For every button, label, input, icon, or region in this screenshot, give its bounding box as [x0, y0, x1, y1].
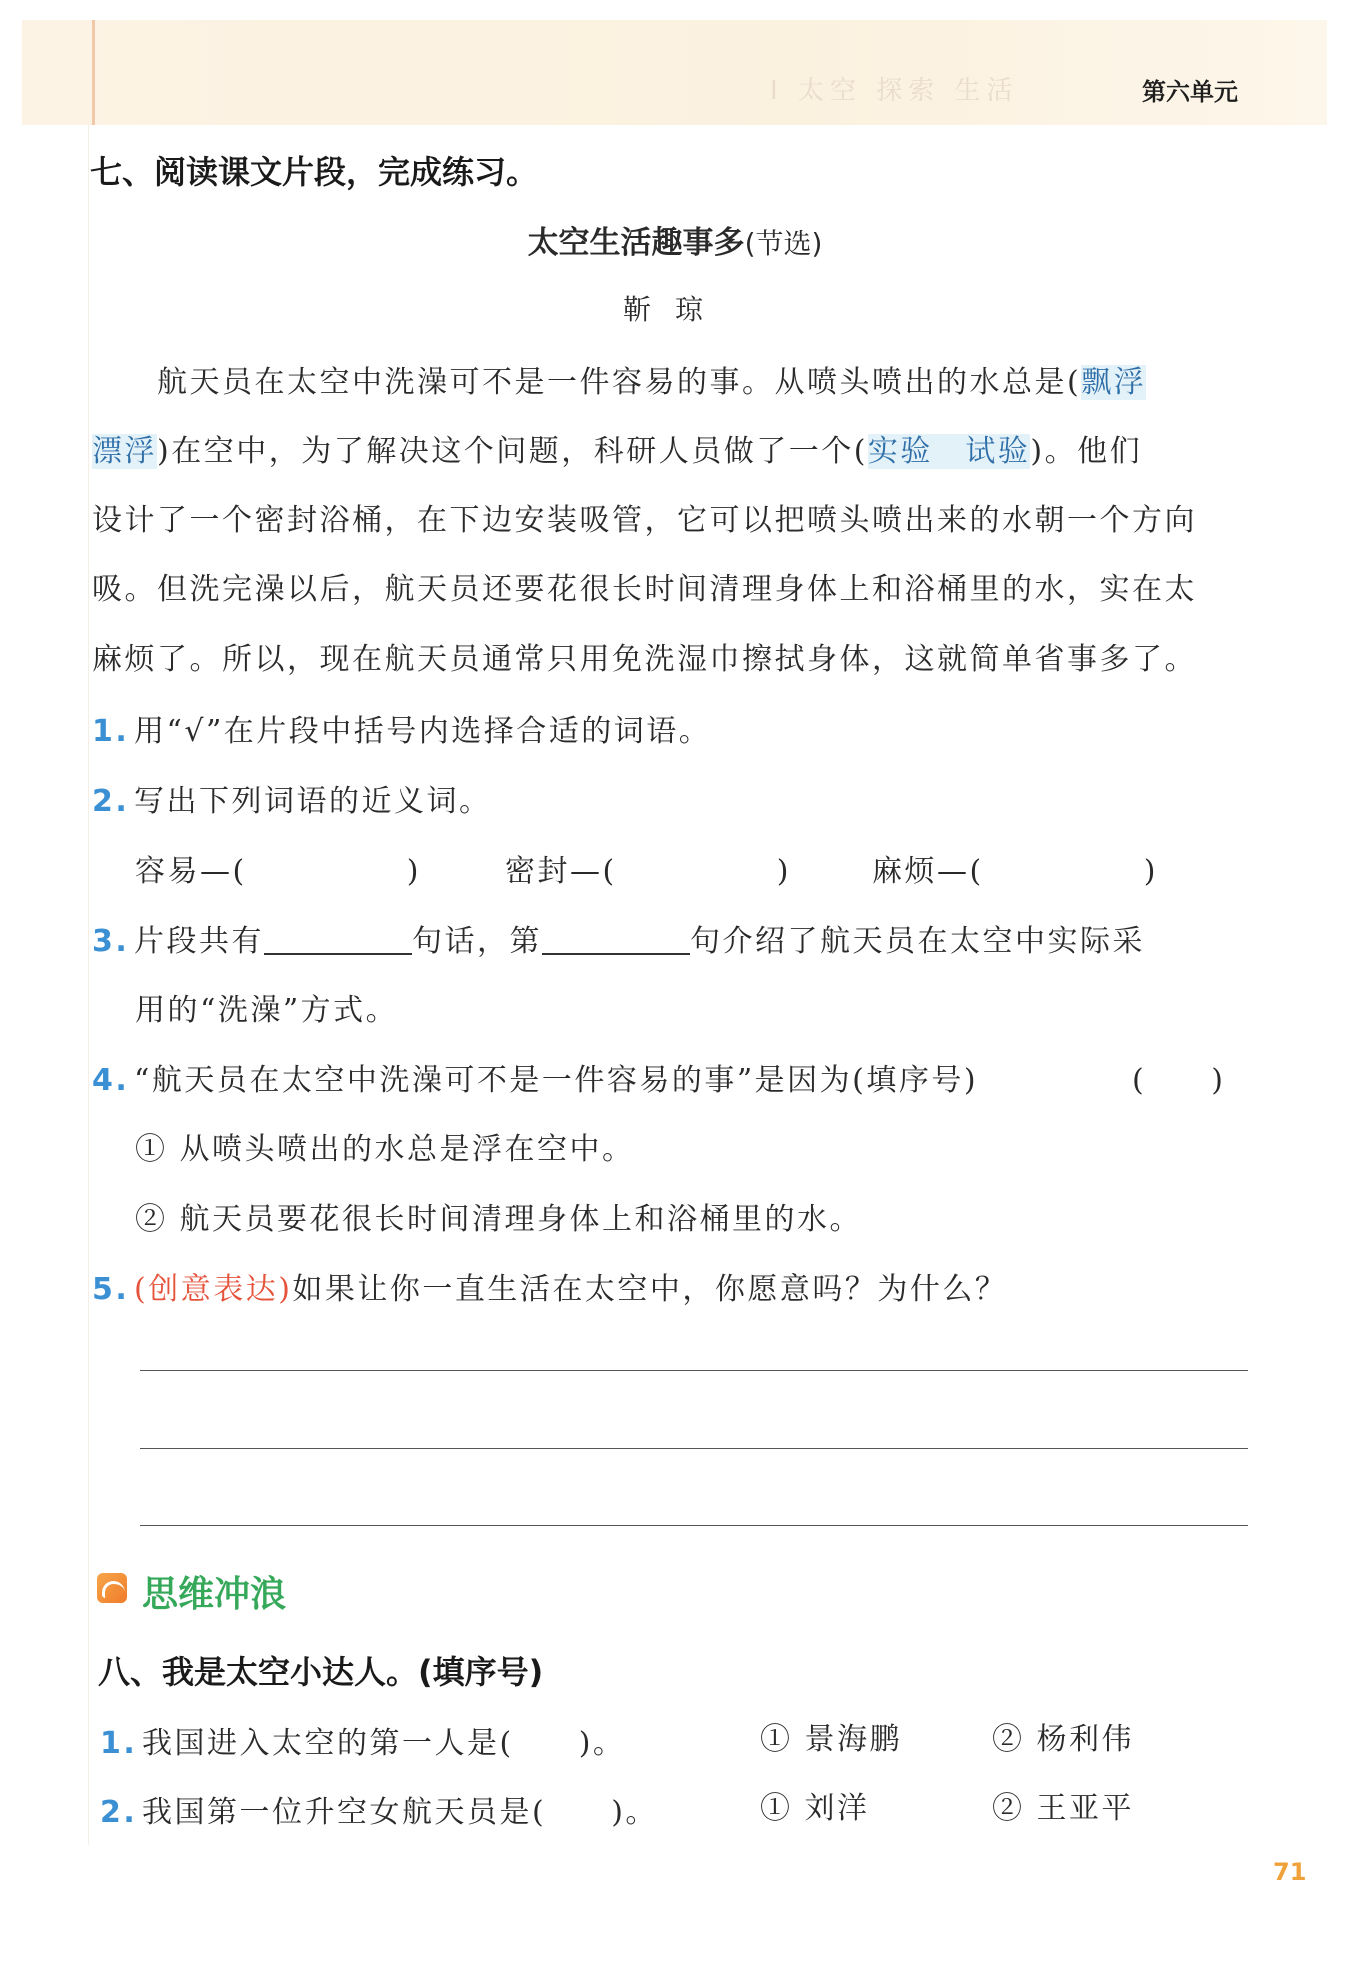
section-8-q1-option-1: ① 景海鹏 — [760, 1722, 903, 1757]
section-8-q1-option-2: ② 杨利伟 — [992, 1722, 1135, 1757]
creative-expression-tag: (创意表达) — [134, 1272, 293, 1307]
question-text: 句介绍了航天员在太空中实际采 — [690, 924, 1145, 959]
question-5 — [92, 1264, 1007, 1308]
section-8-question-2 — [100, 1787, 658, 1831]
question-2 — [92, 776, 492, 820]
passage-line-1 — [92, 357, 1146, 401]
question-number: 2. — [100, 1795, 138, 1830]
paren-close: ) — [406, 854, 421, 889]
question-text: 句话，第 — [412, 924, 542, 959]
passage-title — [0, 217, 1350, 262]
synonym-2[interactable] — [505, 846, 791, 890]
word-choice-piaofu-2[interactable]: 漂浮 — [92, 434, 157, 469]
synonym-word: 容易—( — [135, 854, 247, 889]
synonym-3[interactable] — [872, 846, 1158, 890]
question-text: 片段共有 — [134, 924, 264, 959]
question-4-answer-box[interactable]: ( ) — [1132, 1063, 1226, 1098]
word-choice-shiyan[interactable]: 实验 试验 — [867, 434, 1031, 469]
section-8-question-1 — [100, 1718, 625, 1762]
section-8-heading: 八、我是太空小达人。(填序号) — [98, 1653, 544, 1691]
question-3-cont: 用的“洗澡”方式。 — [135, 993, 399, 1028]
passage-title-text: 太空生活趣事多 — [527, 225, 745, 261]
answer-line-2[interactable] — [140, 1448, 1248, 1449]
answer-line-3[interactable] — [140, 1525, 1248, 1526]
question-1 — [92, 706, 711, 750]
margin-line — [88, 125, 89, 1845]
question-number: 1. — [100, 1726, 138, 1761]
synonym-word: 密封—( — [505, 854, 617, 889]
question-4-option-1: ① 从喷头喷出的水总是浮在空中。 — [135, 1132, 635, 1167]
section-8-q2-option-1: ① 刘洋 — [760, 1791, 870, 1826]
question-number: 2. — [92, 784, 130, 819]
question-number: 1. — [92, 714, 130, 749]
passage-line-5: 麻烦了。所以，现在航天员通常只用免洗湿巾擦拭身体，这就简单省事多了。 — [92, 642, 1197, 677]
paren-close: ) — [776, 854, 791, 889]
sentence-count-blank[interactable] — [264, 927, 412, 955]
surf-icon — [97, 1573, 127, 1603]
question-text: 我国进入太空的第一人是( )。 — [142, 1726, 626, 1761]
sentence-index-blank[interactable] — [542, 927, 690, 955]
question-text: 如果让你一直生活在太空中，你愿意吗？为什么？ — [292, 1272, 1008, 1307]
synonym-word: 麻烦—( — [872, 854, 984, 889]
section-7-heading: 七、阅读课文片段，完成练习。 — [90, 153, 539, 191]
word-choice-piaofu[interactable]: 飘浮 — [1081, 365, 1147, 400]
synonym-1[interactable] — [135, 846, 421, 890]
page-number: 71 — [1273, 1858, 1307, 1886]
question-text: 写出下列词语的近义词。 — [134, 784, 492, 819]
unit-label: 第六单元 — [1142, 78, 1238, 106]
header-band — [22, 20, 1327, 125]
passage-line-4: 吸。但洗完澡以后，航天员还要花很长时间清理身体上和浴桶里的水，实在太 — [92, 572, 1197, 607]
question-4-option-2: ② 航天员要花很长时间清理身体上和浴桶里的水。 — [135, 1202, 863, 1237]
passage-line-2 — [92, 426, 1142, 470]
passage-text: 航天员在太空中洗澡可不是一件容易的事。从喷头喷出的水总是( — [92, 365, 1082, 400]
question-4 — [92, 1055, 978, 1099]
passage-author: 靳琼 — [622, 293, 727, 326]
paren-close: ) — [1143, 854, 1158, 889]
question-number: 4. — [92, 1063, 130, 1098]
question-text: 用“√”在片段中括号内选择合适的词语。 — [134, 714, 712, 749]
header-stripe — [92, 20, 95, 125]
section-banner: 思维冲浪 — [142, 1574, 287, 1615]
passage-title-note: (节选) — [744, 227, 823, 260]
passage-text: )。他们 — [1030, 434, 1143, 469]
section-8-q2-option-2: ② 王亚平 — [992, 1791, 1135, 1826]
passage-text: )在空中，为了解决这个问题，科研人员做了一个( — [157, 434, 868, 469]
header-faint-text: I 太空 探索 生活 — [770, 76, 1019, 106]
question-3 — [92, 916, 1145, 960]
passage-line-3: 设计了一个密封浴桶，在下边安装吸管，它可以把喷头喷出来的水朝一个方向 — [92, 503, 1197, 538]
question-number: 5. — [92, 1272, 130, 1307]
answer-line-1[interactable] — [140, 1370, 1248, 1371]
question-text: 我国第一位升空女航天员是( )。 — [142, 1795, 658, 1830]
question-number: 3. — [92, 924, 130, 959]
question-text: “航天员在太空中洗澡可不是一件容易的事”是因为(填序号) — [134, 1063, 979, 1098]
